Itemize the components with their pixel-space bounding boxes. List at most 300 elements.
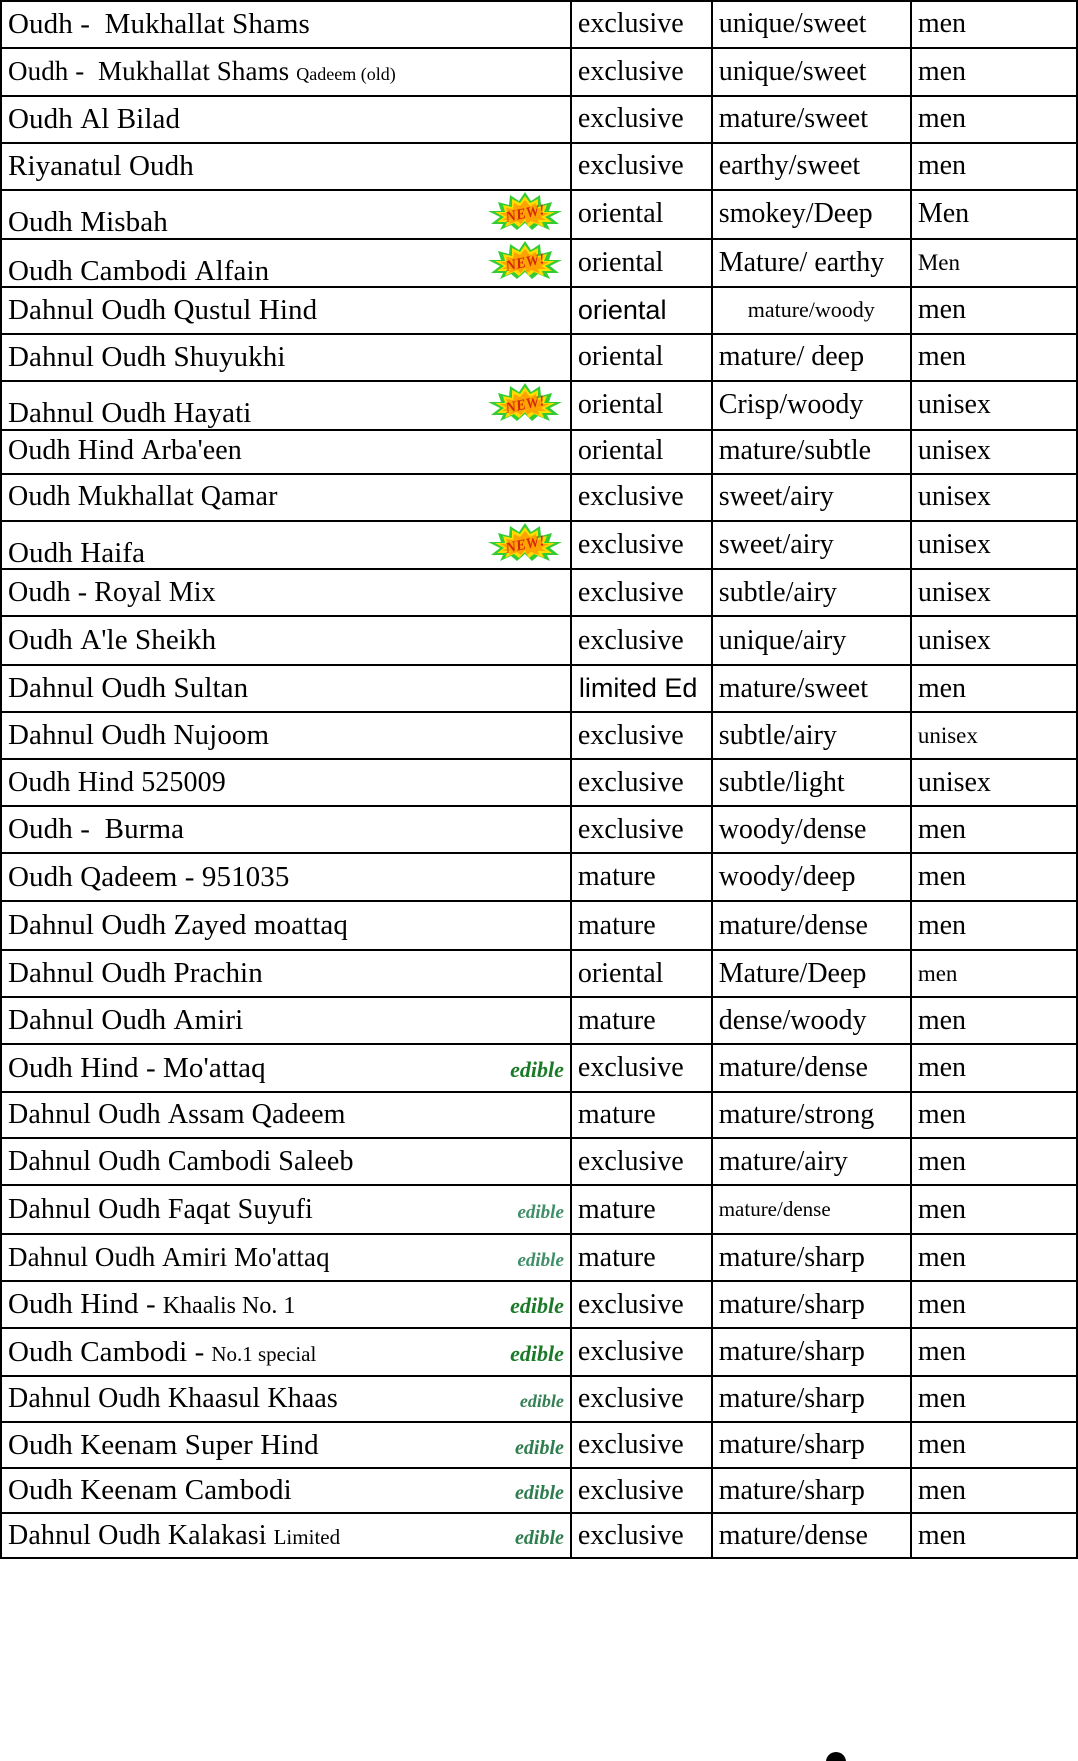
product-name-cell[interactable] [1,143,571,190]
scent-notes-label: mature/sweet [718,103,868,135]
scent-notes-cell[interactable] [712,287,911,334]
gender-label: men [917,8,967,40]
gender-label: unisex [917,480,991,512]
product-name-label: Oudh - Royal Mix [8,576,216,608]
table-row[interactable] [1,1281,1077,1328]
category-label: oriental [577,389,664,421]
gender-cell[interactable] [911,190,1077,239]
edible-badge: edible [510,1293,564,1319]
gender-cell[interactable] [911,143,1077,190]
table-row[interactable] [1,712,1077,759]
gender-label: men [917,1241,967,1273]
product-name-label: Dahnul Oudh Khaasul Khaas [8,1383,338,1415]
scent-notes-label: subtle/light [718,766,845,798]
category-cell[interactable] [571,1138,712,1185]
category-cell[interactable] [571,430,712,474]
scent-notes-cell[interactable] [712,1234,911,1281]
table-row[interactable] [1,1234,1077,1281]
category-label: exclusive [577,103,684,135]
category-cell[interactable] [571,96,712,143]
product-name-label: Oudh Hind Arba'een [8,435,242,467]
gender-cell[interactable] [911,430,1077,474]
edible-badge: edible [515,1436,564,1459]
product-name-cell[interactable] [1,997,571,1044]
category-cell[interactable] [571,1328,712,1376]
product-name-cell[interactable] [1,665,571,712]
product-name-label: Oudh Hind - Mo'attaq [8,1051,266,1084]
category-label: exclusive [577,150,684,182]
table-row[interactable] [1,48,1077,96]
scent-notes-cell[interactable] [712,143,911,190]
product-name-label: Dahnul Oudh Hayati [8,397,252,430]
scent-notes-label: unique/sweet [718,8,867,40]
scent-notes-cell[interactable] [712,474,911,521]
product-name-label: Oudh A'le Sheikh [8,624,217,657]
edible-badge: edible [515,1482,564,1505]
table-row[interactable] [1,190,1077,239]
product-name-label: Dahnul Oudh Assam Qadeem [8,1099,346,1131]
product-name-label: Oudh Al Bilad [8,102,181,135]
gender-label: men [917,1519,967,1551]
product-name-cell[interactable] [1,190,571,239]
table-row[interactable] [1,96,1077,143]
gender-cell[interactable] [911,1044,1077,1092]
scent-notes-label: sweet/airy [718,528,834,560]
product-name-cell[interactable] [1,287,571,334]
category-cell[interactable] [571,1185,712,1234]
product-name-label: Oudh Misbah [8,206,168,238]
scent-notes-cell[interactable] [712,239,911,288]
category-cell[interactable] [571,1,712,48]
category-label: exclusive [577,624,684,656]
table-row[interactable] [1,143,1077,190]
product-name-label: Oudh - Mukhallat Shams [8,7,310,40]
product-name-label: Oudh Keenam Super Hind [8,1428,319,1461]
table-row[interactable] [1,853,1077,901]
category-label: exclusive [577,55,684,87]
scent-notes-cell[interactable] [712,665,911,712]
table-row[interactable] [1,1468,1077,1513]
gender-cell[interactable] [911,1281,1077,1328]
gender-cell[interactable] [911,759,1077,806]
product-name-label: Dahnul Oudh Amiri [8,1004,244,1037]
scent-notes-label: mature/dense [718,909,868,941]
gender-cell[interactable] [911,1376,1077,1422]
table-row[interactable] [1,1044,1077,1092]
gender-cell[interactable] [911,1513,1077,1558]
category-label: exclusive [577,8,684,40]
category-label: exclusive [577,1288,684,1320]
product-name-label: Oudh Cambodi - [8,1335,205,1368]
product-name-label: Dahnul Oudh Qustul Hind [8,293,318,326]
category-cell[interactable] [571,806,712,853]
scent-notes-cell[interactable] [712,759,911,806]
category-label: exclusive [577,1336,684,1368]
scent-notes-label: Mature/Deep [718,957,867,989]
scent-notes-cell[interactable] [712,1328,911,1376]
gender-label: men [917,1474,967,1506]
gender-label: men [917,1193,967,1225]
edible-badge: edible [519,1391,564,1412]
category-cell[interactable] [571,1468,712,1513]
table-body [1,1,1077,1558]
category-cell[interactable] [571,1044,712,1092]
product-name-cell[interactable] [1,1138,571,1185]
category-cell[interactable] [571,569,712,616]
gender-cell[interactable] [911,1138,1077,1185]
product-name-label: Oudh Mukhallat Qamar [8,480,278,512]
scent-notes-label: Mature/ earthy [718,246,885,278]
table-row[interactable] [1,430,1077,474]
gender-label: men [917,1004,967,1036]
svg-text:NEW!: NEW! [503,201,547,226]
scent-notes-cell[interactable] [712,334,911,381]
gender-label: men [917,103,967,135]
table-row[interactable] [1,665,1077,712]
scent-notes-label: mature/subtle [718,435,872,467]
category-cell[interactable] [571,665,712,712]
gender-cell[interactable] [911,96,1077,143]
scent-notes-cell[interactable] [712,96,911,143]
svg-text:NEW!: NEW! [503,250,547,275]
gender-cell[interactable] [911,48,1077,96]
scent-notes-cell[interactable] [712,1044,911,1092]
gender-cell[interactable] [911,616,1077,665]
scent-notes-label: sweet/airy [718,480,834,512]
scent-notes-cell[interactable] [712,616,911,665]
category-label: exclusive [577,1145,684,1177]
product-name-cell[interactable] [1,1185,571,1234]
gender-cell[interactable] [911,521,1077,570]
edible-badge: edible [510,1056,564,1082]
product-name-cell[interactable] [1,1044,571,1092]
product-name-cell[interactable] [1,1092,571,1138]
product-name-cell[interactable] [1,96,571,143]
table-row[interactable] [1,239,1077,288]
product-name-qualifier: No.1 special [211,1341,317,1366]
category-label: exclusive [577,1052,684,1084]
clipped-glyph-artifact [826,1752,846,1761]
scent-notes-label: mature/ deep [718,341,865,373]
scent-notes-label: dense/woody [718,1004,867,1036]
gender-cell[interactable] [911,474,1077,521]
gender-label: unisex [917,435,991,467]
category-cell[interactable] [571,1092,712,1138]
product-name-cell[interactable] [1,1422,571,1468]
gender-label: men [917,150,967,182]
category-label: oriental [577,294,667,325]
product-name-cell[interactable] [1,853,571,901]
category-cell[interactable] [571,901,712,950]
category-cell[interactable] [571,1513,712,1558]
gender-label: men [917,1052,967,1084]
category-cell[interactable] [571,474,712,521]
gender-cell[interactable] [911,1422,1077,1468]
scent-notes-cell[interactable] [712,901,911,950]
product-name-label: Dahnul Oudh Kalakasi [8,1519,267,1551]
scent-notes-cell[interactable] [712,1,911,48]
category-cell[interactable] [571,616,712,665]
table-row[interactable] [1,287,1077,334]
scent-notes-cell[interactable] [712,48,911,96]
scent-notes-cell[interactable] [712,1138,911,1185]
scent-notes-cell[interactable] [712,1092,911,1138]
table-row[interactable] [1,901,1077,950]
category-label: exclusive [577,1383,684,1415]
scent-notes-cell[interactable] [712,1513,911,1558]
category-label: oriental [577,435,664,467]
product-name-cell[interactable] [1,239,571,288]
product-name-label: Oudh - Burma [8,813,185,846]
product-name-qualifier: Khaalis No. 1 [162,1293,296,1320]
svg-text:NEW!: NEW! [503,532,547,557]
scent-notes-cell[interactable] [712,1185,911,1234]
category-cell[interactable] [571,950,712,997]
product-name-label: Oudh Keenam Cambodi [8,1474,292,1507]
category-label: exclusive [577,1429,684,1461]
product-name-cell[interactable] [1,901,571,950]
gender-cell[interactable] [911,1468,1077,1513]
scent-notes-label: mature/dense [718,1052,868,1084]
product-name-label: Oudh Haifa [8,536,146,569]
table-row[interactable] [1,1,1077,48]
product-name-cell[interactable] [1,1513,571,1558]
gender-label: Men [917,198,970,230]
table-row[interactable] [1,950,1077,997]
product-name-cell[interactable] [1,759,571,806]
scent-notes-label: mature/sharp [718,1474,865,1506]
category-label: oriental [577,198,664,230]
scent-notes-label: mature/strong [718,1099,875,1131]
scent-notes-label: subtle/airy [718,719,837,751]
gender-label: men [917,1336,967,1368]
scent-notes-label: Crisp/woody [718,389,864,421]
table-row[interactable] [1,1422,1077,1468]
product-name-cell[interactable] [1,950,571,997]
table-row[interactable] [1,521,1077,570]
gender-cell[interactable] [911,334,1077,381]
scent-notes-cell[interactable] [712,381,911,430]
category-cell[interactable] [571,1376,712,1422]
product-name-cell[interactable] [1,1281,571,1328]
category-label: exclusive [577,719,684,751]
category-label: mature [577,909,656,941]
gender-label: men [917,861,967,893]
product-name-cell[interactable] [1,1328,571,1376]
scent-notes-cell[interactable] [712,190,911,239]
product-name-cell[interactable] [1,712,571,759]
product-name-cell[interactable] [1,1,571,48]
gender-cell[interactable] [911,1092,1077,1138]
scent-notes-label: mature/dense [718,1519,868,1551]
category-cell[interactable] [571,1234,712,1281]
category-cell[interactable] [571,997,712,1044]
category-cell[interactable] [571,334,712,381]
gender-label: men [917,1383,967,1415]
category-label: mature [577,1004,656,1036]
gender-label: men [917,813,967,845]
category-cell[interactable] [571,48,712,96]
product-name-label: Dahnul Oudh Amiri Mo'attaq [8,1242,330,1273]
gender-cell[interactable] [911,1185,1077,1234]
category-cell[interactable] [571,239,712,288]
gender-cell[interactable] [911,901,1077,950]
table-row[interactable] [1,1185,1077,1234]
gender-cell[interactable] [911,287,1077,334]
category-cell[interactable] [571,381,712,430]
product-name-cell[interactable] [1,334,571,381]
new-badge-icon [486,522,564,562]
product-name-label: Dahnul Oudh Nujoom [8,719,270,752]
gender-label: men [917,1429,967,1461]
scent-notes-cell[interactable] [712,521,911,570]
gender-cell[interactable] [911,1234,1077,1281]
gender-label: men [917,1099,967,1131]
product-name-label: Dahnul Oudh Sultan [8,672,249,705]
category-label: exclusive [577,1474,684,1506]
category-label: limited Ed [578,673,698,704]
table-row[interactable] [1,1513,1077,1558]
scent-notes-label: mature/sharp [718,1429,865,1461]
gender-label: men [917,672,967,704]
gender-cell[interactable] [911,853,1077,901]
product-name-cell[interactable] [1,430,571,474]
product-name-label: Oudh Cambodi Alfain [8,254,270,287]
product-name-cell[interactable] [1,806,571,853]
gender-label: unisex [917,723,978,749]
category-label: mature [577,861,656,893]
product-name-label: Oudh Qadeem - 951035 [8,860,290,893]
gender-cell[interactable] [911,1,1077,48]
category-cell[interactable] [571,521,712,570]
scent-notes-label: mature/woody [747,297,875,323]
table-row[interactable] [1,806,1077,853]
new-badge-icon [486,240,564,280]
scent-notes-cell[interactable] [712,997,911,1044]
new-badge-icon [486,191,564,231]
product-name-cell[interactable] [1,1234,571,1281]
table-row[interactable] [1,1328,1077,1376]
gender-cell[interactable] [911,239,1077,288]
gender-cell[interactable] [911,1328,1077,1376]
scent-notes-cell[interactable] [712,806,911,853]
product-name-cell[interactable] [1,381,571,430]
scent-notes-cell[interactable] [712,1376,911,1422]
product-name-label: Dahnul Oudh Cambodi Saleeb [8,1145,354,1177]
gender-label: unisex [917,576,991,608]
gender-cell[interactable] [911,712,1077,759]
table-row[interactable] [1,381,1077,430]
table-row[interactable] [1,1092,1077,1138]
scent-notes-label: unique/airy [718,624,847,656]
table-row[interactable] [1,616,1077,665]
category-cell[interactable] [571,759,712,806]
category-label: exclusive [577,813,684,845]
scent-notes-cell[interactable] [712,1281,911,1328]
category-label: exclusive [577,1519,684,1551]
edible-badge: edible [517,1201,564,1223]
category-label: exclusive [577,480,684,512]
product-name-qualifier: Qadeem (old) [296,64,396,85]
category-cell[interactable] [571,287,712,334]
product-name-cell[interactable] [1,1468,571,1513]
category-label: mature [577,1193,656,1225]
gender-label: men [917,909,967,941]
edible-badge: edible [510,1340,564,1366]
category-label: exclusive [577,766,684,798]
category-label: oriental [577,246,664,278]
category-cell[interactable] [571,143,712,190]
edible-badge: edible [517,1250,564,1272]
scent-notes-cell[interactable] [712,430,911,474]
scent-notes-label: mature/airy [718,1145,848,1177]
product-name-label: Oudh Hind 525009 [8,766,226,798]
table-row[interactable] [1,569,1077,616]
scent-notes-cell[interactable] [712,712,911,759]
gender-label: men [917,1145,967,1177]
table-row[interactable] [1,474,1077,521]
gender-cell[interactable] [911,569,1077,616]
product-name-cell[interactable] [1,48,571,96]
category-label: mature [577,1241,656,1273]
scent-notes-cell[interactable] [712,569,911,616]
product-name-cell[interactable] [1,616,571,665]
table-row[interactable] [1,997,1077,1044]
gender-cell[interactable] [911,381,1077,430]
scent-notes-label: smokey/Deep [718,198,873,230]
product-name-cell[interactable] [1,1376,571,1422]
scent-notes-label: woody/dense [718,813,867,845]
scent-notes-cell[interactable] [712,1468,911,1513]
table-row[interactable] [1,1376,1077,1422]
product-name-cell[interactable] [1,569,571,616]
svg-text:NEW!: NEW! [503,393,547,418]
edible-badge: edible [515,1526,564,1549]
scent-notes-label: mature/sharp [718,1241,865,1273]
gender-cell[interactable] [911,806,1077,853]
product-name-cell[interactable] [1,521,571,570]
category-label: exclusive [577,576,684,608]
scent-notes-cell[interactable] [712,853,911,901]
scent-notes-label: unique/sweet [718,55,867,87]
table-row[interactable] [1,334,1077,381]
scent-notes-cell[interactable] [712,1422,911,1468]
gender-label: men [917,55,967,87]
scent-notes-cell[interactable] [712,950,911,997]
scent-notes-label: mature/dense [718,1197,831,1222]
product-name-qualifier: Limited [273,1524,341,1549]
scent-notes-label: woody/deep [718,861,856,893]
gender-cell[interactable] [911,997,1077,1044]
category-cell[interactable] [571,190,712,239]
table-row[interactable] [1,759,1077,806]
gender-label: Men [917,250,960,276]
scent-notes-label: mature/sharp [718,1383,865,1415]
category-cell[interactable] [571,853,712,901]
category-cell[interactable] [571,712,712,759]
new-badge-icon [486,382,564,422]
category-cell[interactable] [571,1281,712,1328]
gender-cell[interactable] [911,950,1077,997]
product-name-cell[interactable] [1,474,571,521]
table-row[interactable] [1,1138,1077,1185]
product-name-label: Dahnul Oudh Faqat Suyufi [8,1193,313,1225]
category-label: oriental [577,957,664,989]
category-label: mature [577,1099,656,1131]
scent-notes-label: subtle/airy [718,576,837,608]
gender-cell[interactable] [911,665,1077,712]
category-cell[interactable] [571,1422,712,1468]
